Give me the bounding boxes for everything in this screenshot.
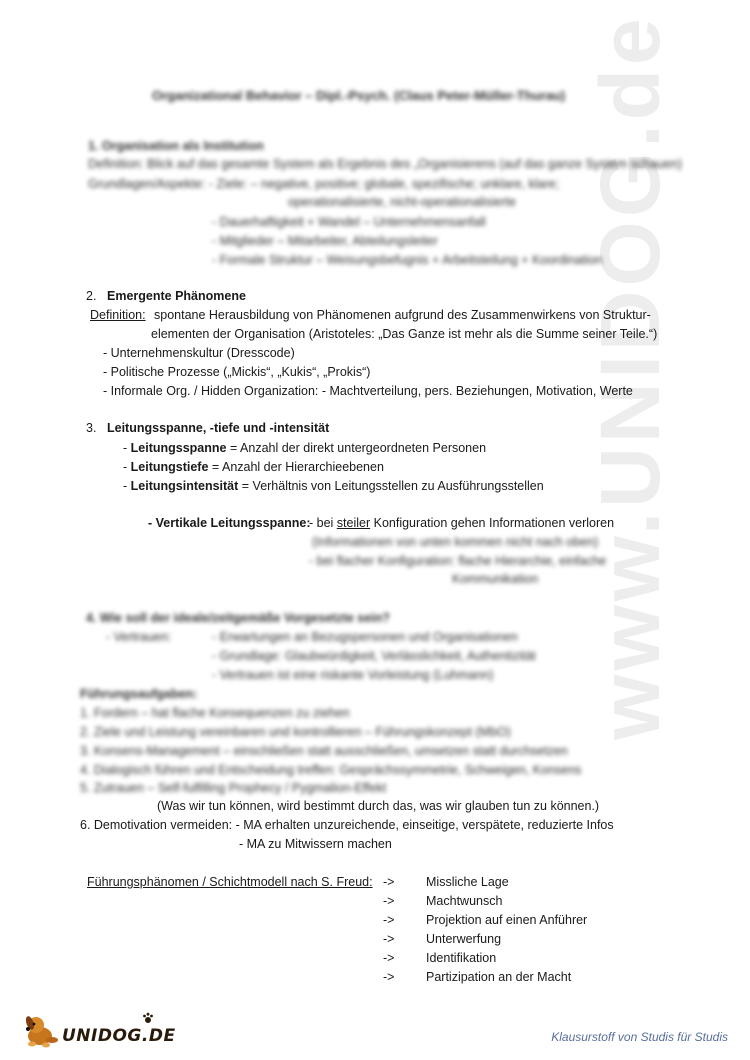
arrow: ->	[383, 894, 395, 908]
section-3-item: - Leitungsintensität = Verhältnis von Leitungsstellen zu Ausführungsstellen	[123, 479, 544, 493]
fuehrungsaufgabe-item: 2. Ziele und Leistung vereinbaren und kontrollieren – Führungskonzept (MbO)	[80, 725, 511, 739]
unidog-logo[interactable]	[22, 1012, 176, 1048]
arrow: ->	[383, 951, 395, 965]
paw-icon	[142, 1012, 154, 1024]
underlined-word: steiler	[336, 516, 371, 530]
quote: (Was wir tun können, wird bestimmt durch das, was wir glauben tun zu können.)	[157, 799, 600, 813]
text-fragment: - bei	[309, 516, 337, 530]
fuehrungsphaenomen-label: Führungsphänomen / Schichtmodell nach S. Freud:	[87, 875, 373, 889]
section-2-item: - Unternehmenskultur (Dresscode)	[103, 346, 295, 360]
term-definition: = Anzahl der direkt untergeordneten Personen	[226, 441, 487, 455]
arrow: ->	[383, 970, 395, 984]
term-definition: = Anzahl der Hierarchieebenen	[208, 460, 384, 474]
logo-text: UNIDOG.DE	[62, 1026, 176, 1046]
vertrauen-item: - Vertrauen ist eine riskante Vorleistung (Luhmann)	[212, 668, 494, 682]
section-3-item: - Leitungstiefe = Anzahl der Hierarchieebenen	[123, 460, 384, 474]
demotivation-line-cont: - MA zu Mitwissern machen	[239, 837, 392, 851]
section-3-heading: Leitungsspanne, -tiefe und -intensität	[107, 421, 330, 435]
section-1-item: - Dauerhaftigkeit + Wandel – Unternehmensanfall	[212, 215, 486, 229]
vertrauen-item: - Grundlage: Glaubwürdigkeit, Verlässlichkeit, Authentizität	[212, 649, 536, 663]
section-3-item: - Leitungsspanne = Anzahl der direkt untergeordneten Personen	[123, 441, 487, 455]
fuehrungsaufgaben-heading: Führungsaufgaben:	[80, 687, 198, 701]
arrow: ->	[383, 913, 395, 927]
fuehrungsaufgabe-item: 5. Zutrauen – Self-fulfilling Prophecy / Pygmalion-Effekt	[80, 781, 387, 795]
vertrauen-item: - Erwartungen an Bezugspersonen und Organisationen	[212, 630, 518, 644]
term: Leitungstiefe	[130, 460, 209, 474]
text-fragment: Konfiguration gehen Informationen verloren	[370, 516, 615, 530]
phenomenon-item: Missliche Lage	[426, 875, 509, 889]
watermark: www.UNIDOG.de	[583, 14, 677, 740]
fuehrungsaufgabe-item: 3. Konsens-Management – einschließen statt ausschließen, umsetzen statt durchsetzen	[80, 744, 568, 758]
blurred-line: - bei flacher Konfiguration: flache Hierarchie, einfache	[309, 554, 607, 568]
phenomenon-item: Identifikation	[426, 951, 497, 965]
section-2-item: - Informale Org. / Hidden Organization: - Machtverteilung, pers. Beziehungen, Motivation, Werte	[103, 384, 633, 398]
section-1-heading: 1. Organisation als Institution	[88, 139, 264, 153]
vertrauen-label: - Vertrauen:	[106, 630, 172, 644]
demotivation-line: 6. Demotivation vermeiden: - MA erhalten unzureichende, einseitige, verspätete, reduzierte Infos	[80, 818, 614, 832]
dog-mascot-icon	[22, 1012, 64, 1048]
arrow: ->	[383, 875, 395, 889]
footer-note: Klausurstoff von Studis für Studis	[551, 1030, 728, 1044]
section-1-item: - Formale Struktur – Weisungsbefugnis + Arbeitsteilung + Koordination	[212, 253, 603, 267]
vertikale-leitungsspanne-label: - Vertikale Leitungsspanne:	[148, 516, 311, 530]
section-2-number: 2.	[86, 289, 97, 303]
section-2-heading: Emergente Phänomene	[107, 289, 246, 303]
section-2-definition-label: Definition:	[90, 308, 146, 322]
section-1-item: - Mitglieder – Mitarbeiter, Abteilungsleiter	[212, 234, 438, 248]
section-2-definition-text-cont: elementen der Organisation (Aristoteles: „Das Ganze ist mehr als die Summe seiner Teile.“)	[151, 327, 658, 341]
section-2-item: - Politische Prozesse („Mickis“, „Kukis“, „Prokis“)	[103, 365, 371, 379]
phenomenon-item: Projektion auf einen Anführer	[426, 913, 588, 927]
term: Leitungsspanne	[130, 441, 227, 455]
arrow: ->	[383, 932, 395, 946]
term: Leitungsintensität	[130, 479, 239, 493]
section-3-number: 3.	[86, 421, 97, 435]
section-1-grundlagen: Grundlagen/Aspekte: - Ziele: – negative, positive; globale, spezifische; unklare, klare;	[88, 177, 560, 191]
section-1-grundlagen-cont: operationalisierte, nicht-operationalisierte	[288, 195, 516, 209]
document-title: Organizational Behavior – Dipl.-Psych. (Claus Peter-Müller-Thurau)	[152, 88, 566, 103]
phenomenon-item: Unterwerfung	[426, 932, 502, 946]
phenomenon-item: Partizipation an der Macht	[426, 970, 572, 984]
blurred-line: (Informationen von unten kommen nicht nach oben)	[312, 535, 599, 549]
term-definition: = Verhältnis von Leitungsstellen zu Ausführungsstellen	[238, 479, 544, 493]
blurred-line: Kommunikation	[452, 572, 539, 586]
fuehrungsaufgabe-item: 1. Fordern – hat flache Konsequenzen zu ziehen	[80, 706, 350, 720]
vertikale-leitungsspanne-text	[309, 515, 614, 531]
phenomenon-item: Machtwunsch	[426, 894, 503, 908]
section-1-definition: Definition: Blick auf das gesamte System als Ergebnis des „Organisierens (auf das ganze System schauen)	[88, 157, 683, 171]
section-4-heading: 4. Wie soll der ideale/zeitgemäße Vorgesetzte sein?	[86, 611, 390, 625]
section-2-definition-text: spontane Herausbildung von Phänomenen aufgrund des Zusammenwirkens von Struktur-	[154, 308, 651, 322]
fuehrungsaufgabe-item: 4. Dialogisch führen und Entscheidung treffen: Gesprächssymmetrie, Schweigen, Konsens	[80, 763, 582, 777]
